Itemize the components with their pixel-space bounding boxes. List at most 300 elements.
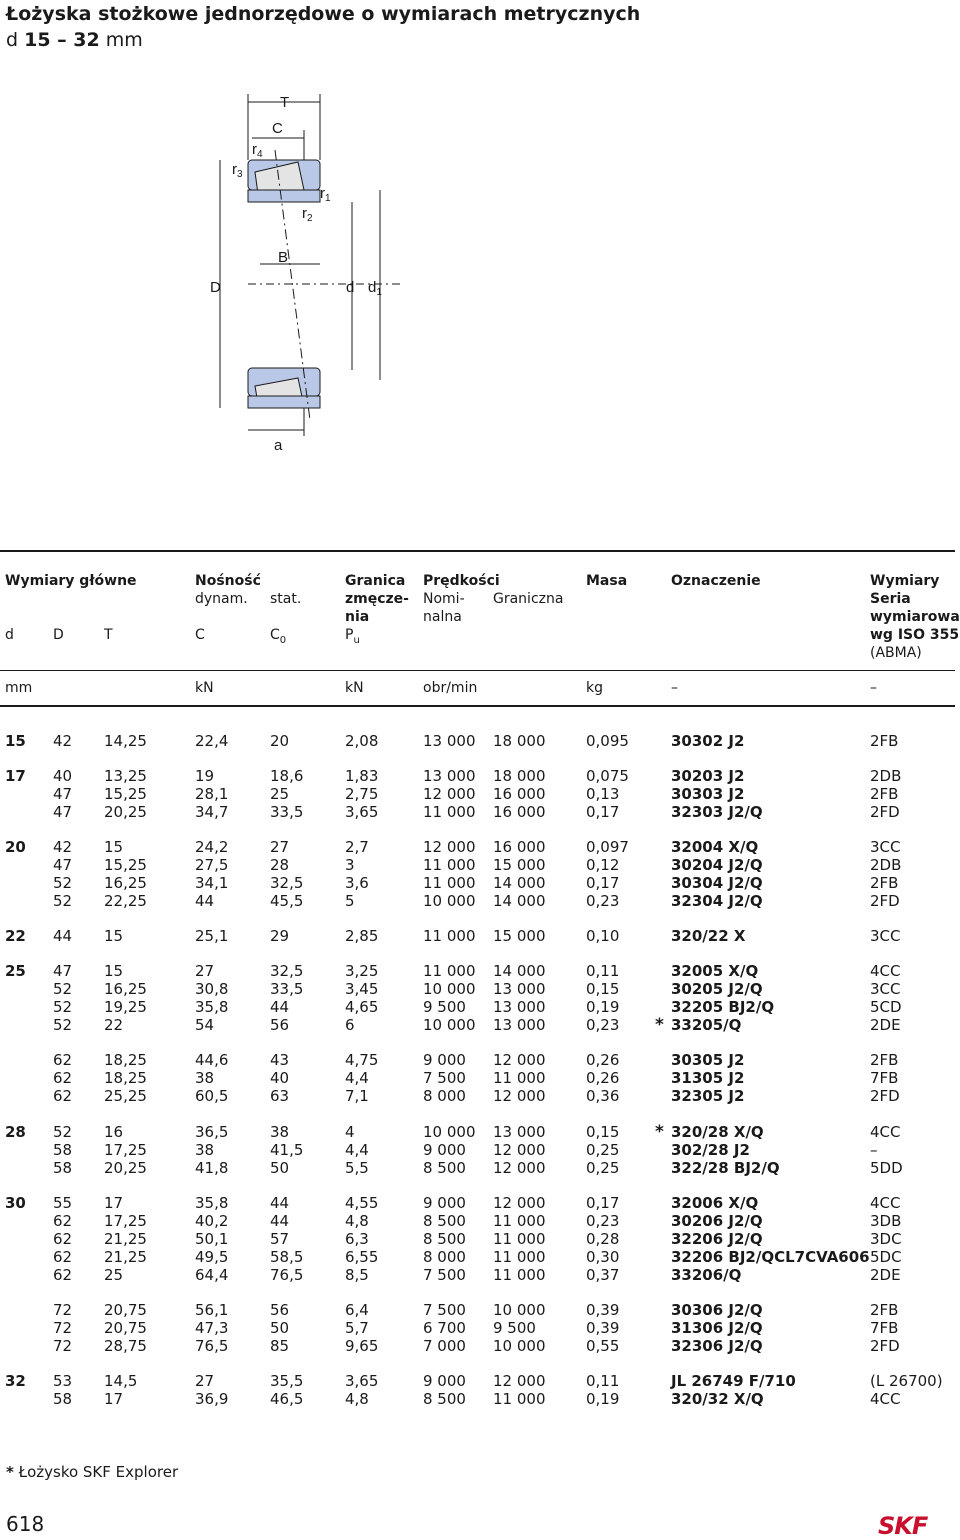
cell-des: 322/28 BJ2/Q [671, 1159, 780, 1177]
cell-m: 0,37 [586, 1266, 620, 1284]
cell-m: 0,13 [586, 785, 620, 803]
cell-T: 15 [104, 838, 124, 856]
table-top-rule [0, 550, 955, 552]
cell-ser: 2FB [870, 1051, 899, 1069]
cell-des: 32303 J2/Q [671, 803, 763, 821]
cell-d: 25 [5, 962, 26, 980]
cell-lim: 16 000 [493, 785, 546, 803]
cell-C0: 63 [270, 1087, 290, 1105]
cell-Pu: 4,4 [345, 1141, 369, 1159]
hdr-series-3: wymiarowa [870, 609, 960, 625]
cell-nom: 9 000 [423, 1141, 466, 1159]
cell-nom: 11 000 [423, 962, 476, 980]
cell-T: 15,25 [104, 785, 147, 803]
cell-T: 20,25 [104, 1159, 147, 1177]
cell-ser: 5CD [870, 998, 902, 1016]
cell-ser: 2FB [870, 785, 899, 803]
cell-C: 27,5 [195, 856, 229, 874]
cell-C0: 41,5 [270, 1141, 304, 1159]
hdr-C0: $C_0$ [270, 627, 287, 646]
cell-Pu: 4 [345, 1123, 355, 1141]
cell-d: 30 [5, 1194, 26, 1212]
label-r2: $r_2$ [302, 205, 313, 224]
cell-ser: 3DB [870, 1212, 902, 1230]
cell-ser: 2FD [870, 1337, 900, 1355]
cell-Pu: 4,8 [345, 1390, 369, 1408]
cell-ser: – [870, 1141, 878, 1159]
cell-des: JL 26749 F/710 [671, 1372, 796, 1390]
cell-C: 35,8 [195, 1194, 229, 1212]
cell-C: 60,5 [195, 1087, 229, 1105]
cell-des: 320/28 X/Q [671, 1123, 764, 1141]
cell-C: 40,2 [195, 1212, 229, 1230]
cell-T: 15 [104, 962, 124, 980]
cell-nom: 7 500 [423, 1069, 466, 1087]
cell-T: 25 [104, 1266, 124, 1284]
cell-des: 30203 J2 [671, 767, 745, 785]
hdr-series-4: wg ISO 355 [870, 627, 960, 643]
units-rule [0, 705, 955, 707]
hdr-nominal-2: nalna [423, 609, 462, 625]
cell-T: 20,75 [104, 1301, 147, 1319]
cell-D: 62 [53, 1069, 73, 1087]
cell-C0: 27 [270, 838, 290, 856]
hdr-fatigue-2: zmęcze- [345, 591, 409, 607]
cell-C: 24,2 [195, 838, 229, 856]
cell-Pu: 7,1 [345, 1087, 369, 1105]
hdr-nominal-1: Nomi- [423, 591, 465, 607]
cell-ser: 7FB [870, 1069, 899, 1087]
cell-C0: 76,5 [270, 1266, 304, 1284]
cell-Pu: 3,25 [345, 962, 379, 980]
cell-C: 28,1 [195, 785, 229, 803]
cell-T: 28,75 [104, 1337, 147, 1355]
hdr-Pu: $P_u$ [345, 627, 360, 646]
label-C: C [272, 120, 283, 137]
cell-C0: 32,5 [270, 874, 304, 892]
cell-T: 18,25 [104, 1051, 147, 1069]
cell-C: 54 [195, 1016, 215, 1034]
hdr-dynam: dynam. [195, 591, 248, 607]
cell-d: 15 [5, 732, 26, 750]
cell-C0: 56 [270, 1016, 290, 1034]
cell-nom: 7 000 [423, 1337, 466, 1355]
cell-D: 40 [53, 767, 73, 785]
unit-dash-1: – [671, 680, 678, 696]
cell-C: 19 [195, 767, 215, 785]
cell-D: 72 [53, 1301, 73, 1319]
cell-C: 30,8 [195, 980, 229, 998]
cell-d: 28 [5, 1123, 26, 1141]
cell-nom: 7 500 [423, 1301, 466, 1319]
cell-D: 53 [53, 1372, 73, 1390]
cell-lim: 9 500 [493, 1319, 536, 1337]
cell-C0: 44 [270, 998, 290, 1016]
cell-C: 50,1 [195, 1230, 229, 1248]
hdr-speeds: Prędkości [423, 573, 500, 589]
cell-T: 21,25 [104, 1248, 147, 1266]
cell-des: 31305 J2 [671, 1069, 745, 1087]
cell-ser: 2FB [870, 1301, 899, 1319]
cell-ser: 2FB [870, 874, 899, 892]
cell-Pu: 4,4 [345, 1069, 369, 1087]
cell-m: 0,26 [586, 1051, 620, 1069]
cell-T: 25,25 [104, 1087, 147, 1105]
unit-kn-2: kN [345, 680, 364, 696]
cell-lim: 12 000 [493, 1159, 546, 1177]
cell-C0: 44 [270, 1212, 290, 1230]
cell-lim: 18 000 [493, 732, 546, 750]
cell-T: 15,25 [104, 856, 147, 874]
label-r3: $r_3$ [232, 161, 243, 180]
cell-m: 0,25 [586, 1159, 620, 1177]
cell-lim: 16 000 [493, 803, 546, 821]
cell-D: 72 [53, 1337, 73, 1355]
cell-D: 52 [53, 1016, 73, 1034]
cell-m: 0,19 [586, 998, 620, 1016]
cell-C: 38 [195, 1141, 215, 1159]
cell-Pu: 3 [345, 856, 355, 874]
cell-m: 0,17 [586, 1194, 620, 1212]
cell-T: 17 [104, 1390, 124, 1408]
cell-Pu: 3,65 [345, 1372, 379, 1390]
cell-nom: 11 000 [423, 856, 476, 874]
hdr-fatigue-1: Granica [345, 573, 406, 589]
cell-D: 62 [53, 1266, 73, 1284]
cell-m: 0,075 [586, 767, 629, 785]
cell-C: 27 [195, 1372, 215, 1390]
cell-Pu: 5,5 [345, 1159, 369, 1177]
skf-logo: SKF [878, 1512, 928, 1540]
cell-D: 42 [53, 732, 73, 750]
cell-nom: 9 000 [423, 1194, 466, 1212]
cell-des: 32006 X/Q [671, 1194, 759, 1212]
cell-nom: 7 500 [423, 1266, 466, 1284]
cell-m: 0,15 [586, 1123, 620, 1141]
cell-C: 44 [195, 892, 215, 910]
cell-nom: 9 000 [423, 1051, 466, 1069]
cell-d: 17 [5, 767, 26, 785]
cell-m: 0,19 [586, 1390, 620, 1408]
cell-lim: 14 000 [493, 874, 546, 892]
cell-C0: 56 [270, 1301, 290, 1319]
cell-D: 52 [53, 998, 73, 1016]
cell-m: 0,17 [586, 874, 620, 892]
cell-m: 0,11 [586, 1372, 620, 1390]
hdr-series-2: Seria [870, 591, 911, 607]
cell-Pu: 9,65 [345, 1337, 379, 1355]
header-rule [0, 670, 955, 671]
cell-ser: 2FD [870, 803, 900, 821]
cell-C0: 46,5 [270, 1390, 304, 1408]
cell-C0: 85 [270, 1337, 290, 1355]
cell-des: 33206/Q [671, 1266, 742, 1284]
cell-des: 320/22 X [671, 927, 746, 945]
label-a: a [274, 437, 283, 454]
label-T: T [280, 94, 290, 111]
cell-nom: 11 000 [423, 927, 476, 945]
cell-des: 32205 BJ2/Q [671, 998, 775, 1016]
cell-Pu: 6,4 [345, 1301, 369, 1319]
cell-C0: 35,5 [270, 1372, 304, 1390]
cell-C: 56,1 [195, 1301, 229, 1319]
hdr-limiting: Graniczna [493, 591, 564, 607]
cell-C0: 43 [270, 1051, 290, 1069]
cell-C0: 50 [270, 1159, 290, 1177]
cell-D: 52 [53, 874, 73, 892]
cell-lim: 13 000 [493, 1123, 546, 1141]
cell-Pu: 3,65 [345, 803, 379, 821]
cell-C0: 20 [270, 732, 290, 750]
cell-lim: 14 000 [493, 962, 546, 980]
cell-C: 34,7 [195, 803, 229, 821]
cell-des: 30205 J2/Q [671, 980, 763, 998]
cell-T: 13,25 [104, 767, 147, 785]
cell-C: 49,5 [195, 1248, 229, 1266]
cell-lim: 10 000 [493, 1301, 546, 1319]
cell-D: 58 [53, 1159, 73, 1177]
cell-Pu: 4,8 [345, 1212, 369, 1230]
cell-D: 52 [53, 1123, 73, 1141]
cell-lim: 13 000 [493, 998, 546, 1016]
cell-C: 44,6 [195, 1051, 229, 1069]
cell-m: 0,30 [586, 1248, 620, 1266]
cell-D: 58 [53, 1390, 73, 1408]
cell-D: 42 [53, 838, 73, 856]
cell-m: 0,39 [586, 1301, 620, 1319]
cell-lim: 10 000 [493, 1337, 546, 1355]
cell-C: 41,8 [195, 1159, 229, 1177]
cell-m: 0,11 [586, 962, 620, 980]
cell-D: 55 [53, 1194, 73, 1212]
cell-Pu: 5 [345, 892, 355, 910]
cell-nom: 6 700 [423, 1319, 466, 1337]
cell-C: 25,1 [195, 927, 229, 945]
cell-C: 64,4 [195, 1266, 229, 1284]
cell-ser: 2FD [870, 1087, 900, 1105]
cell-C0: 44 [270, 1194, 290, 1212]
hdr-main-dims: Wymiary główne [5, 573, 137, 589]
cell-ser: 4CC [870, 1194, 901, 1212]
explorer-star-icon: * [655, 1122, 664, 1142]
cell-C0: 25 [270, 785, 290, 803]
explorer-star-icon: * [655, 1015, 664, 1035]
cell-des: 32005 X/Q [671, 962, 759, 980]
cell-T: 17,25 [104, 1141, 147, 1159]
cell-des: 30303 J2 [671, 785, 745, 803]
cell-m: 0,10 [586, 927, 620, 945]
cell-ser: 3CC [870, 838, 901, 856]
label-B: B [278, 249, 289, 266]
cell-lim: 11 000 [493, 1212, 546, 1230]
cell-C0: 28 [270, 856, 290, 874]
cell-C0: 45,5 [270, 892, 304, 910]
cell-D: 52 [53, 892, 73, 910]
cell-D: 47 [53, 785, 73, 803]
hdr-fatigue-3: nia [345, 609, 370, 625]
cell-Pu: 2,75 [345, 785, 379, 803]
hdr-mass: Masa [586, 573, 628, 589]
cell-lim: 15 000 [493, 927, 546, 945]
cell-ser: 3CC [870, 927, 901, 945]
cell-ser: 2DE [870, 1016, 901, 1034]
cell-nom: 10 000 [423, 892, 476, 910]
cell-m: 0,26 [586, 1069, 620, 1087]
cell-des: 30302 J2 [671, 732, 745, 750]
cell-Pu: 2,7 [345, 838, 369, 856]
cell-lim: 12 000 [493, 1141, 546, 1159]
cell-nom: 12 000 [423, 838, 476, 856]
cell-des: 30206 J2/Q [671, 1212, 763, 1230]
cell-Pu: 8,5 [345, 1266, 369, 1284]
cell-des: 31306 J2/Q [671, 1319, 763, 1337]
cell-des: 302/28 J2 [671, 1141, 750, 1159]
cell-m: 0,15 [586, 980, 620, 998]
cell-ser: 2DB [870, 856, 902, 874]
cell-m: 0,55 [586, 1337, 620, 1355]
cell-Pu: 5,7 [345, 1319, 369, 1337]
cell-ser: 3CC [870, 980, 901, 998]
footnote: * Łożysko SKF Explorer [6, 1463, 179, 1481]
cell-lim: 11 000 [493, 1390, 546, 1408]
cell-m: 0,097 [586, 838, 629, 856]
cell-lim: 11 000 [493, 1230, 546, 1248]
cell-m: 0,23 [586, 1212, 620, 1230]
bearing-diagram [200, 90, 420, 470]
cell-C0: 32,5 [270, 962, 304, 980]
cell-C: 35,8 [195, 998, 229, 1016]
cell-des: 30204 J2/Q [671, 856, 763, 874]
cell-Pu: 4,55 [345, 1194, 379, 1212]
cell-C: 36,5 [195, 1123, 229, 1141]
cell-Pu: 3,45 [345, 980, 379, 998]
cell-T: 14,25 [104, 732, 147, 750]
cell-des: 30304 J2/Q [671, 874, 763, 892]
cell-m: 0,23 [586, 892, 620, 910]
cell-lim: 15 000 [493, 856, 546, 874]
cell-D: 58 [53, 1141, 73, 1159]
cell-des: 32206 BJ2/QCL7CVA606 [671, 1248, 870, 1266]
cell-des: 32004 X/Q [671, 838, 759, 856]
hdr-stat: stat. [270, 591, 302, 607]
cell-lim: 13 000 [493, 1016, 546, 1034]
cell-Pu: 6,3 [345, 1230, 369, 1248]
label-r4: $r_4$ [252, 141, 263, 160]
page-subtitle: d 15 – 32 mm [6, 29, 143, 51]
cell-nom: 8 500 [423, 1230, 466, 1248]
label-r1: $r_1$ [320, 185, 331, 204]
cell-nom: 8 500 [423, 1390, 466, 1408]
cell-des: 30306 J2/Q [671, 1301, 763, 1319]
cell-Pu: 1,83 [345, 767, 379, 785]
cell-D: 47 [53, 962, 73, 980]
unit-mm: mm [5, 680, 33, 696]
cell-m: 0,39 [586, 1319, 620, 1337]
hdr-series-1: Wymiary [870, 573, 940, 589]
cell-lim: 12 000 [493, 1372, 546, 1390]
cell-D: 62 [53, 1087, 73, 1105]
cell-lim: 12 000 [493, 1194, 546, 1212]
cell-D: 47 [53, 803, 73, 821]
cell-d: 32 [5, 1372, 26, 1390]
cell-D: 62 [53, 1248, 73, 1266]
cell-D: 62 [53, 1212, 73, 1230]
cell-nom: 11 000 [423, 874, 476, 892]
page-number: 618 [6, 1512, 45, 1536]
cell-T: 19,25 [104, 998, 147, 1016]
cell-ser: 3DC [870, 1230, 902, 1248]
cell-lim: 11 000 [493, 1069, 546, 1087]
unit-dash-2: – [870, 680, 877, 696]
cell-ser: 5DD [870, 1159, 903, 1177]
cell-T: 22,25 [104, 892, 147, 910]
cell-T: 16 [104, 1123, 124, 1141]
cell-D: 62 [53, 1230, 73, 1248]
unit-rpm: obr/min [423, 680, 478, 696]
cell-C0: 50 [270, 1319, 290, 1337]
cell-C: 36,9 [195, 1390, 229, 1408]
cell-ser: 4CC [870, 962, 901, 980]
cell-nom: 9 500 [423, 998, 466, 1016]
cell-T: 18,25 [104, 1069, 147, 1087]
cell-des: 320/32 X/Q [671, 1390, 764, 1408]
cell-D: 62 [53, 1051, 73, 1069]
cell-m: 0,28 [586, 1230, 620, 1248]
cell-ser: 2FD [870, 892, 900, 910]
cell-C: 47,3 [195, 1319, 229, 1337]
hdr-series-5: (ABMA) [870, 645, 922, 661]
cell-Pu: 4,65 [345, 998, 379, 1016]
cell-ser: 2FB [870, 732, 899, 750]
cell-nom: 8 000 [423, 1087, 466, 1105]
cell-nom: 10 000 [423, 1123, 476, 1141]
cell-ser: (L 26700) [870, 1372, 943, 1390]
cell-ser: 5DC [870, 1248, 902, 1266]
cell-des: 33205/Q [671, 1016, 742, 1034]
unit-kg: kg [586, 680, 603, 696]
cell-ser: 2DE [870, 1266, 901, 1284]
cell-des: 32206 J2/Q [671, 1230, 763, 1248]
cell-C: 34,1 [195, 874, 229, 892]
cell-des: 32306 J2/Q [671, 1337, 763, 1355]
hdr-C: C [195, 627, 205, 643]
cell-ser: 4CC [870, 1390, 901, 1408]
cell-m: 0,12 [586, 856, 620, 874]
cell-m: 0,17 [586, 803, 620, 821]
cell-ser: 2DB [870, 767, 902, 785]
hdr-d: d [5, 627, 14, 643]
cell-Pu: 2,85 [345, 927, 379, 945]
hdr-D: D [53, 627, 64, 643]
cell-nom: 10 000 [423, 1016, 476, 1034]
cell-C0: 58,5 [270, 1248, 304, 1266]
cell-des: 30305 J2 [671, 1051, 745, 1069]
cell-lim: 14 000 [493, 892, 546, 910]
label-D: D [210, 279, 221, 296]
cell-nom: 13 000 [423, 767, 476, 785]
cell-T: 16,25 [104, 874, 147, 892]
cell-T: 17,25 [104, 1212, 147, 1230]
cell-C: 76,5 [195, 1337, 229, 1355]
cell-ser: 7FB [870, 1319, 899, 1337]
label-d: d [346, 279, 355, 296]
cell-nom: 11 000 [423, 803, 476, 821]
cell-m: 0,095 [586, 732, 629, 750]
cell-C0: 40 [270, 1069, 290, 1087]
cell-D: 44 [53, 927, 73, 945]
cell-C: 27 [195, 962, 215, 980]
cell-m: 0,23 [586, 1016, 620, 1034]
